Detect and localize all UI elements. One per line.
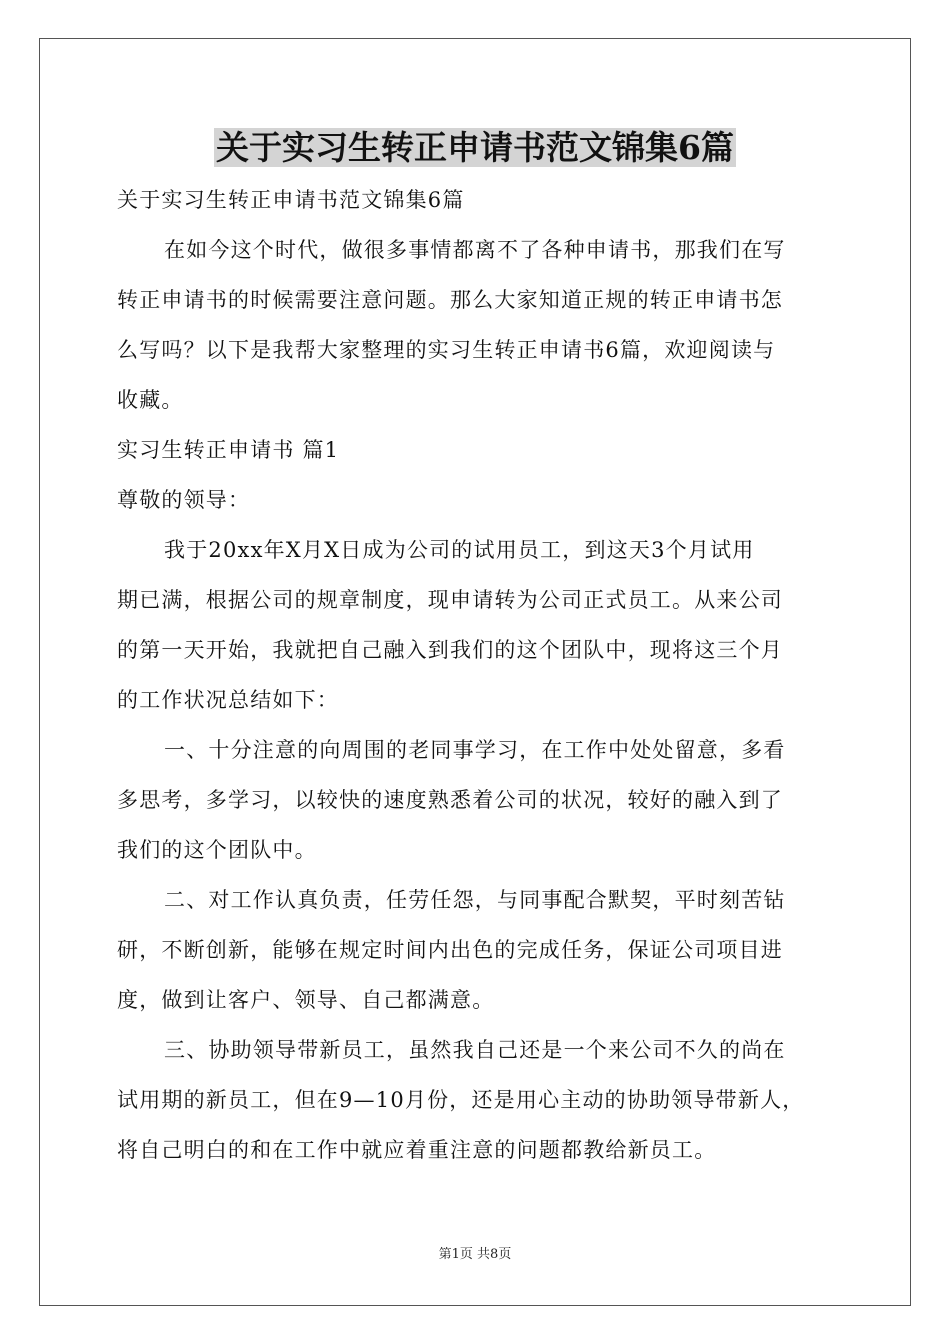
body-paragraph-4-line-2: 试用期的新员工，但在9—10月份，还是用心主动的协助领导带新人， <box>117 1088 805 1112</box>
document-title <box>0 126 950 170</box>
intro-paragraph-line-3: 么写吗？以下是我帮大家整理的实习生转正申请书6篇，欢迎阅读与 <box>117 338 776 362</box>
body-paragraph-3-line-2: 研，不断创新，能够在规定时间内出色的完成任务，保证公司项目进 <box>117 938 783 962</box>
body-paragraph-2-line-1: 一、十分注意的向周围的老同事学习，在工作中处处留意，多看 <box>164 738 786 762</box>
body-paragraph-4-line-1: 三、协助领导带新员工，虽然我自己还是一个来公司不久的尚在 <box>164 1038 786 1062</box>
body-paragraph-3-line-1: 二、对工作认真负责，任劳任怨，与同事配合默契，平时刻苦钻 <box>164 888 786 912</box>
intro-paragraph-line-1: 在如今这个时代，做很多事情都离不了各种申请书，那我们在写 <box>164 238 786 262</box>
body-paragraph-1-line-2: 期已满，根据公司的规章制度，现申请转为公司正式员工。从来公司 <box>117 588 783 612</box>
salutation: 尊敬的领导： <box>117 488 251 512</box>
subtitle-line: 关于实习生转正申请书范文锦集6篇 <box>117 188 465 212</box>
body-paragraph-3-line-3: 度，做到让客户、领导、自己都满意。 <box>117 988 495 1012</box>
page-border <box>39 38 911 1306</box>
body-paragraph-2-line-2: 多思考，多学习，以较快的速度熟悉着公司的状况，较好的融入到了 <box>117 788 783 812</box>
body-paragraph-1-line-4: 的工作状况总结如下： <box>117 688 339 712</box>
body-paragraph-1-line-1: 我于20xx年X月X日成为公司的试用员工，到这天3个月试用 <box>164 538 755 562</box>
body-paragraph-4-line-3: 将自己明白的和在工作中就应着重注意的问题都教给新员工。 <box>117 1138 717 1162</box>
section-heading: 实习生转正申请书 篇1 <box>117 438 340 462</box>
body-paragraph-1-line-3: 的第一天开始，我就把自己融入到我们的这个团队中，现将这三个月 <box>117 638 783 662</box>
intro-paragraph-line-4: 收藏。 <box>117 388 184 412</box>
page-footer: 第1页 共8页 <box>438 1247 512 1262</box>
document-title-text: 关于实习生转正申请书范文锦集6篇 <box>216 128 734 167</box>
intro-paragraph-line-2: 转正申请书的时候需要注意问题。那么大家知道正规的转正申请书怎 <box>117 288 783 312</box>
body-paragraph-2-line-3: 我们的这个团队中。 <box>117 838 317 862</box>
